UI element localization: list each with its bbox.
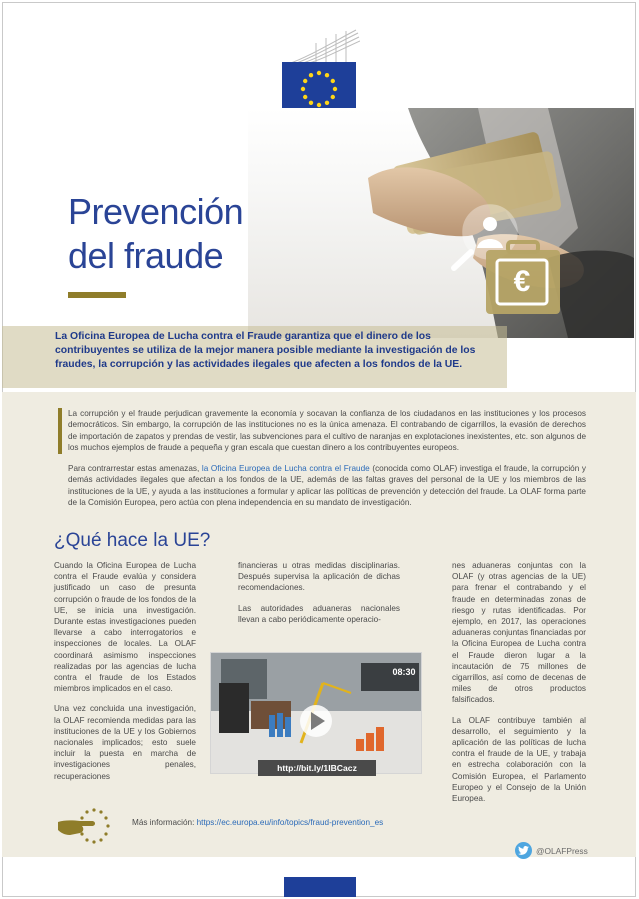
more-info-label: Más información:: [132, 818, 197, 827]
video-scene-illustration: [211, 653, 422, 774]
column-2-paragraph-2: Las autoridades aduaneras nacionales llevan a cabo periódicamente operacio-: [238, 603, 400, 624]
column-1: [54, 560, 196, 791]
title-line-1: Prevención: [68, 191, 244, 232]
video-clock: 08:30: [392, 667, 416, 677]
column-3: [452, 560, 586, 813]
title-line-2: del fraude: [68, 235, 224, 276]
berlaymont-lines-icon: [286, 28, 360, 64]
column-2-paragraph-1: financieras u otras medidas disciplinarias. Después supervisa la aplicación de dichas recomendaciones.: [238, 561, 400, 593]
column-1-paragraph-2: Una vez concluida una investigación, la OLAF recomienda medidas para las instituciones de la UE y los Gobiernos nacionales implicados; esto suele incluir la puesta en marcha de investigaciones penales, recuperaciones: [54, 704, 196, 781]
twitter-handle[interactable]: @OLAFPress: [536, 845, 588, 856]
body-paragraph-1: La corrupción y el fraude perjudican gravemente la economía y socavan la confianza de los ciudadanos en las instituciones y los procesos democráticos. Sin embargo, la corrupción de las instituciones no es la única amenaza. El contrabando de cigarrillos, la evasión de derechos de importación de zapatos y prendas de vestir, las subvenciones para el cultivo de naranjas en explotaciones inexistentes, etc. son algunos de los muchos ejemplos de fraude a pequeña y gran escala que cuestan dinero a los contribuyentes europeos.: [68, 409, 586, 453]
column-3-paragraph-1: nes aduaneras conjuntas con la OLAF (y otras agencias de la UE) para frenar el contrabando y el fraude en determinadas zonas de riesgo y rutas identificadas. Por ejemplo, en 2017, las operaciones aduaneras conjuntas financiadas por la Oficina Europea de Lucha contra el Fraude dieron lugar a la incautación de 75 millones de cigarrillos, así como de decenas de miles de otros productos falsificados.: [452, 561, 586, 705]
olaf-link[interactable]: la Oficina Europea de Lucha contra el Fraude: [201, 464, 370, 473]
column-1-paragraph-1: Cuando la Oficina Europea de Lucha contra el Fraude evalúa y considera justificado un caso de presunta corrupción o fraude de los fondos de la UE, se inicia una investigación. Durante estas investigaciones pueden llevarse a cabo interrogatorios e inspecciones de locales. La OLAF coordinará asimismo inspecciones realizadas por las agencias de lucha contra el fraude de los Estados miembros implicados en el caso.: [54, 561, 196, 694]
twitter-icon[interactable]: [515, 842, 532, 859]
twitter-handle-block[interactable]: [515, 842, 588, 859]
bottom-blue-bar: [284, 877, 356, 897]
more-info: [132, 818, 383, 827]
pointing-hand-stars-icon: [56, 806, 112, 846]
hero-image: [248, 108, 634, 338]
column-3-paragraph-2: La OLAF contribuye también al desarrollo, el seguimiento y la aplicación de las políticas de lucha contra el fraude de la UE, y trabaja en estrecha colaboración con la Comisión Europea, el Parlamento Europeo y el Consejo de la Unión Europea.: [452, 715, 586, 804]
section-heading: ¿Qué hace la UE?: [54, 530, 211, 551]
intro-text: La Oficina Europea de Lucha contra el Fraude garantiza que el dinero de los contribuyentes se utiliza de la mejor manera posible mediante la investigación de los fraudes, la corrupción y las actividades ilegales que afecten a los fondos de la UE.: [55, 331, 476, 371]
more-info-link[interactable]: https://ec.europa.eu/info/topics/fraud-prevention_es: [196, 818, 384, 827]
page-title: [68, 190, 243, 278]
paragraph-rule: [58, 408, 62, 454]
video-thumbnail[interactable]: [210, 652, 422, 774]
svg-text:€: €: [513, 265, 531, 298]
title-accent-bar: [68, 292, 126, 298]
p2-text-after: (conocida como OLAF) investiga el fraude, la corrupción y demás actividades ilegales que afectan a los fondos de la UE, además de las faltas graves del personal de la UE y los miembros de las instituciones de la UE, y ayuda a las instituciones a formular y aplicar las políticas de prevención y detección del fraude. La OLAF forma parte de la Comisión Europea, pero actúa con plena independencia en su mandato de investigación.: [68, 464, 586, 508]
body-paragraph-2: [68, 463, 586, 509]
video-link[interactable]: http://bit.ly/1IBCacz: [258, 760, 376, 776]
column-2: [238, 560, 400, 634]
hands-money-illustration: [248, 108, 634, 338]
p2-text-before: Para contrarrestar estas amenazas,: [68, 464, 202, 473]
